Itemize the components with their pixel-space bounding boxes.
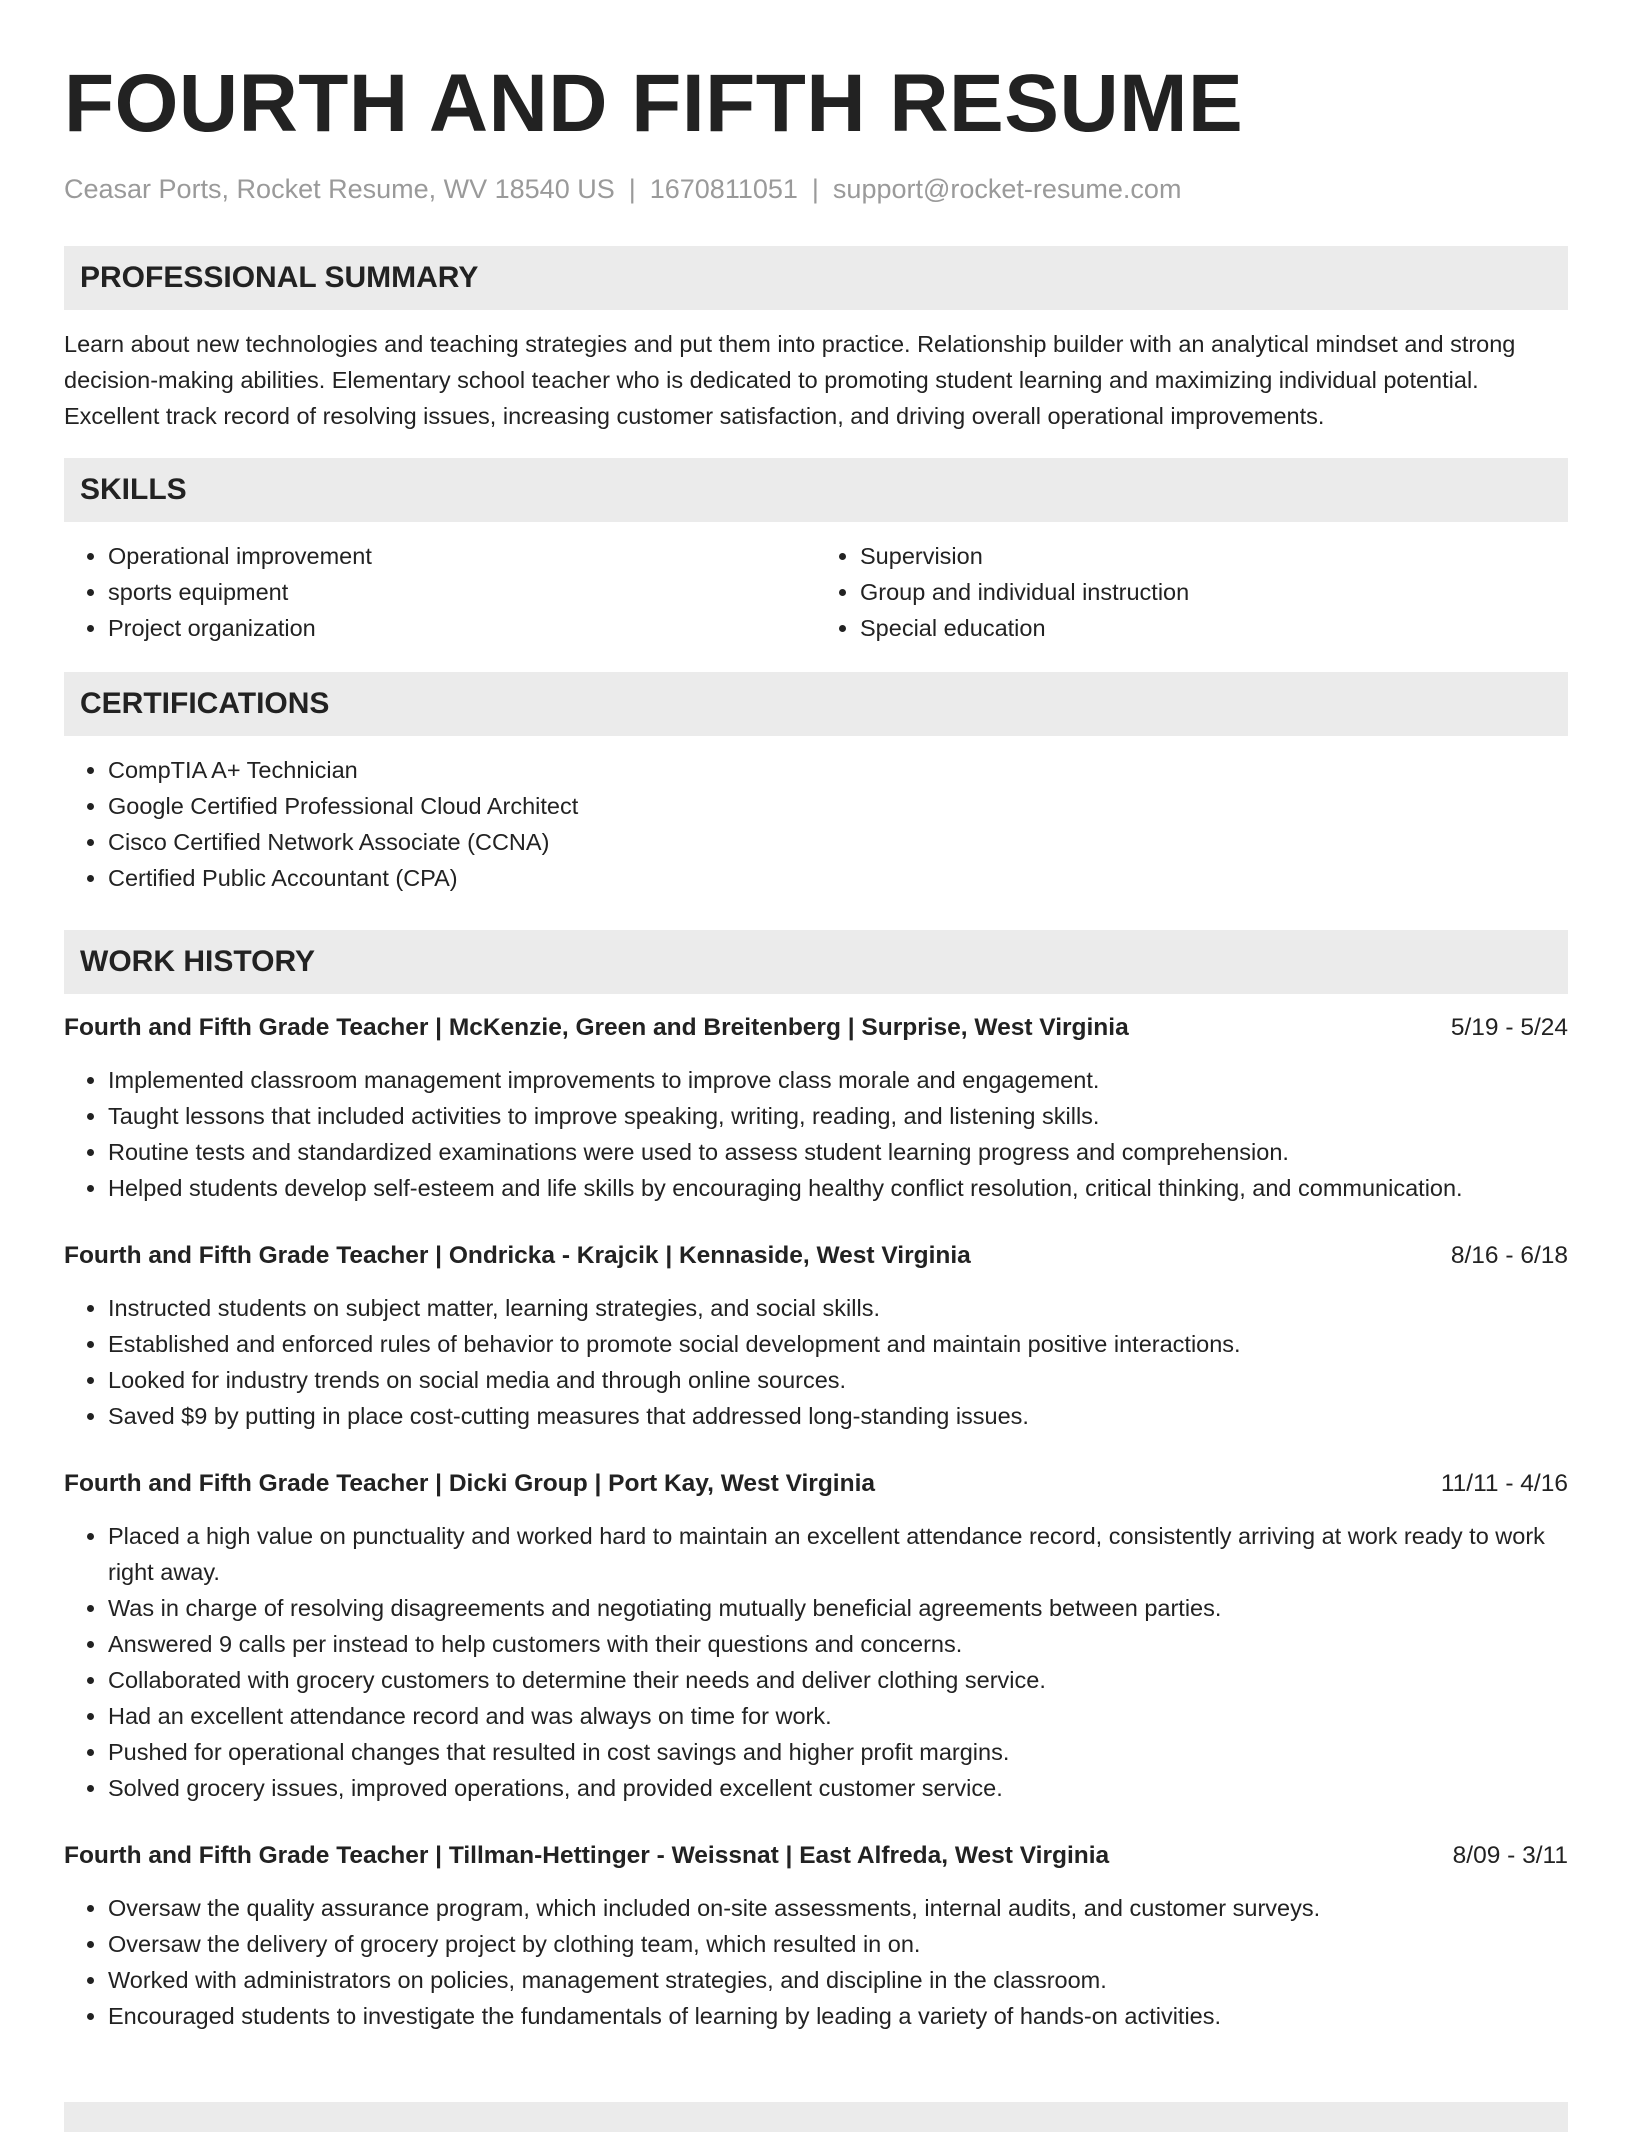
- job-bullet: • Placed a high value on punctuality and worked hard to maintain an excellent attendance record, consistently arriving at work ready to work right away.: [108, 1518, 1568, 1590]
- job-bullet: • Established and enforced rules of behavior to promote social development and maintain positive interactions.: [108, 1326, 1568, 1362]
- job-title: Fourth and Fifth Grade Teacher | Tillman-Hettinger - Weissnat | East Alfreda, West Virginia: [64, 1842, 1110, 1869]
- work-history-heading: WORK HISTORY: [64, 930, 1568, 994]
- job-entry: [64, 1466, 1568, 1806]
- job-bullet: • Encouraged students to investigate the fundamentals of learning by leading a variety of hands-on activities.: [108, 1998, 1568, 2034]
- certifications-section: [64, 672, 1568, 896]
- job-bullet: • Implemented classroom management improvements to improve class morale and engagement.: [108, 1062, 1568, 1098]
- skills-list-right: [816, 538, 1568, 646]
- job-title: Fourth and Fifth Grade Teacher | Ondricka - Krajcik | Kennaside, West Virginia: [64, 1242, 971, 1269]
- contact-separator: |: [628, 174, 636, 204]
- work-history-section: [64, 930, 1568, 2034]
- summary-heading: PROFESSIONAL SUMMARY: [64, 246, 1568, 310]
- job-bullet: • Looked for industry trends on social media and through online sources.: [108, 1362, 1568, 1398]
- skills-list-left: [64, 538, 816, 646]
- skill-item: • Supervision: [860, 538, 1568, 574]
- job-bullet: • Oversaw the quality assurance program, which included on-site assessments, internal audits, and customer surveys.: [108, 1890, 1568, 1926]
- certification-item: • Google Certified Professional Cloud Architect: [108, 788, 1568, 824]
- job-title: Fourth and Fifth Grade Teacher | McKenzie, Green and Breitenberg | Surprise, West Virginia: [64, 1014, 1129, 1041]
- skills-heading: SKILLS: [64, 458, 1568, 522]
- certifications-heading: CERTIFICATIONS: [64, 672, 1568, 736]
- job-bullet: • Solved grocery issues, improved operations, and provided excellent customer service.: [108, 1770, 1568, 1806]
- next-section-bar: [64, 2102, 1568, 2132]
- skill-item: • sports equipment: [108, 574, 816, 610]
- job-bullet: • Had an excellent attendance record and was always on time for work.: [108, 1698, 1568, 1734]
- contact-address: Ceasar Ports, Rocket Resume, WV 18540 US: [64, 174, 615, 204]
- certifications-list: [64, 752, 1568, 896]
- job-bullets: [64, 1890, 1568, 2034]
- job-header: [64, 1838, 1568, 1874]
- contact-phone: 1670811051: [649, 174, 798, 204]
- job-bullet: • Pushed for operational changes that resulted in cost savings and higher profit margins.: [108, 1734, 1568, 1770]
- job-bullets: [64, 1062, 1568, 1206]
- certification-item: • Certified Public Accountant (CPA): [108, 860, 1568, 896]
- certification-item: • CompTIA A+ Technician: [108, 752, 1568, 788]
- job-bullet: • Helped students develop self-esteem and life skills by encouraging healthy conflict resolution, critical thinking, and communication.: [108, 1170, 1568, 1206]
- job-entry: [64, 1238, 1568, 1434]
- resume-title: FOURTH AND FIFTH RESUME: [64, 58, 1244, 149]
- skill-item: • Operational improvement: [108, 538, 816, 574]
- certification-item: • Cisco Certified Network Associate (CCNA): [108, 824, 1568, 860]
- job-title: Fourth and Fifth Grade Teacher | Dicki Group | Port Kay, West Virginia: [64, 1470, 876, 1497]
- job-header: [64, 1238, 1568, 1274]
- job-bullet: • Instructed students on subject matter, learning strategies, and social skills.: [108, 1290, 1568, 1326]
- job-dates: 8/09 - 3/11: [1452, 1842, 1568, 1869]
- job-bullet: • Taught lessons that included activities to improve speaking, writing, reading, and listening skills.: [108, 1098, 1568, 1134]
- contact-email: support@rocket-resume.com: [832, 174, 1182, 204]
- contact-line: [64, 172, 1568, 206]
- summary-text: Learn about new technologies and teaching strategies and put them into practice. Relationship builder with an analytical mindset and strong decision-making abilities. Elementary school teacher who is dedicated to promoting student learning and maximizing individual potential. Excellent track record of resolving issues, increasing customer satisfaction, and driving overall operational improvements.: [64, 331, 1516, 429]
- job-bullets: [64, 1518, 1568, 1806]
- job-entry: [64, 1838, 1568, 2034]
- job-bullet: • Was in charge of resolving disagreements and negotiating mutually beneficial agreements between parties.: [108, 1590, 1568, 1626]
- job-bullet: • Answered 9 calls per instead to help customers with their questions and concerns.: [108, 1626, 1568, 1662]
- job-header: [64, 1010, 1568, 1046]
- job-bullets: [64, 1290, 1568, 1434]
- skills-grid: [64, 538, 1568, 646]
- job-dates: 5/19 - 5/24: [1450, 1014, 1568, 1041]
- skill-item: • Project organization: [108, 610, 816, 646]
- job-bullet: • Routine tests and standardized examinations were used to assess student learning progress and comprehension.: [108, 1134, 1568, 1170]
- job-header: [64, 1466, 1568, 1502]
- job-bullet: • Saved $9 by putting in place cost-cutting measures that addressed long-standing issues.: [108, 1398, 1568, 1434]
- job-dates: 11/11 - 4/16: [1440, 1470, 1568, 1497]
- job-bullet: • Collaborated with grocery customers to determine their needs and deliver clothing service.: [108, 1662, 1568, 1698]
- job-bullet: • Oversaw the delivery of grocery project by clothing team, which resulted in on.: [108, 1926, 1568, 1962]
- job-bullet: • Worked with administrators on policies, management strategies, and discipline in the classroom.: [108, 1962, 1568, 1998]
- summary-section: [64, 246, 1568, 434]
- skill-item: • Special education: [860, 610, 1568, 646]
- job-dates: 8/16 - 6/18: [1450, 1242, 1568, 1269]
- contact-separator: |: [811, 174, 819, 204]
- job-entry: [64, 1010, 1568, 1206]
- skill-item: • Group and individual instruction: [860, 574, 1568, 610]
- skills-section: [64, 458, 1568, 646]
